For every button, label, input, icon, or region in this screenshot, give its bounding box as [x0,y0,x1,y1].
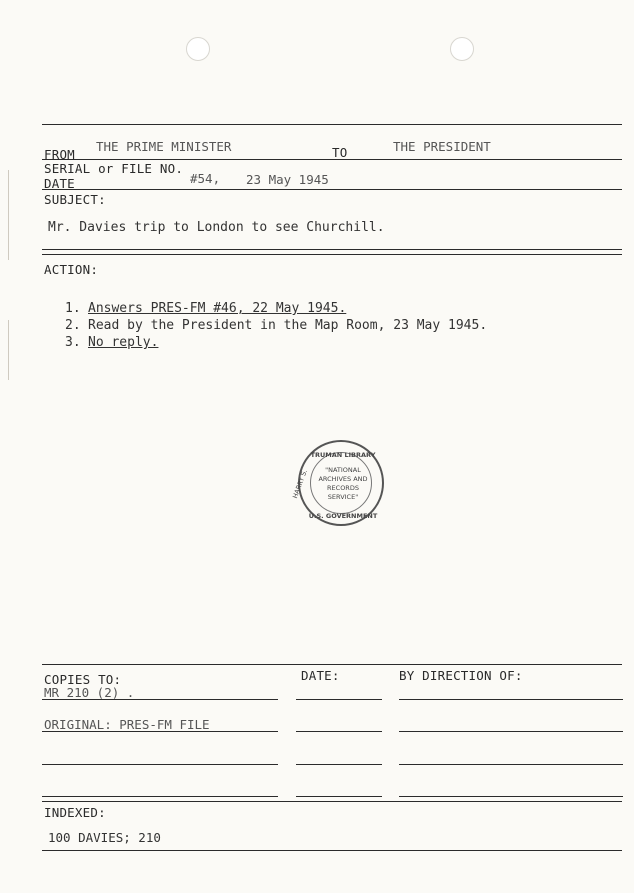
action-item-1-text: Answers PRES-FM #46, 22 May 1945. [88,301,347,316]
subject-rule-bottom [42,254,622,255]
copies-rule-4c [399,796,623,797]
copies-rule-3c [399,764,623,765]
copies-rule-2b [296,731,382,732]
original-value: ORIGINAL: PRES-FM FILE [44,717,210,732]
direction-label: BY DIRECTION OF: [399,668,523,683]
copies-rule-1a [42,699,278,700]
subject-label: SUBJECT: [44,192,106,207]
copies-rule-3a [42,764,278,765]
stamp-text-bottom: U.S. GOVERNMENT [308,512,378,520]
serial-value: #54, [190,171,221,186]
action-item-3-text: No reply. [88,335,159,350]
page-edge-mark [8,320,9,380]
from-value: THE PRIME MINISTER [96,139,232,154]
footer-top-rule [42,664,622,665]
copies-rule-4a [42,796,278,797]
copies-rule-2a [42,731,278,732]
stamp-text-side: HARRY S. [291,468,309,500]
stamp-text-top: TRUMAN LIBRARY [310,451,376,459]
copies-rule-3b [296,764,382,765]
punch-hole-right [450,37,474,61]
copies-label: COPIES TO: [44,672,122,687]
punch-hole-left [186,37,210,61]
indexed-label: INDEXED: [44,805,106,820]
copies-rule-1c [399,699,623,700]
action-item-2-num: 2. [65,318,81,333]
copies-rule-2c [399,731,623,732]
date-column-label: DATE: [301,668,340,683]
action-item-3-num: 3. [65,335,81,350]
stamp-inner-ring [310,452,372,514]
top-rule [42,124,622,125]
from-label: FROM [44,147,75,162]
indexed-value: 100 DAVIES; 210 [48,830,161,845]
to-value: THE PRESIDENT [393,139,491,154]
action-item-2-text: Read by the President in the Map Room, 23 May 1945. [88,318,488,333]
truman-library-stamp [291,440,384,526]
bottom-rule [42,850,622,851]
date-value: 23 May 1945 [246,172,329,187]
copies-value: MR 210 (2) . [44,685,135,700]
copies-rule-1b [296,699,382,700]
subject-text: Mr. Davies trip to London to see Churchill. [48,220,385,235]
copies-rule-4b [296,796,382,797]
date-rule [42,189,622,190]
stamp-text-3: ARCHIVES AND [318,475,368,483]
stamp-text-2: "NATIONAL [325,466,361,474]
stamp-text-5: SERVICE" [327,493,359,501]
to-label: TO [332,145,348,160]
serial-label: SERIAL or FILE NO. [44,161,184,176]
action-item-1-num: 1. [65,301,81,316]
page-edge-mark [8,170,9,260]
from-rule [42,159,622,160]
stamp-text-4: RECORDS [327,484,359,492]
indexed-top-rule [42,801,622,802]
date-label: DATE [44,176,75,191]
subject-rule-top [42,249,622,250]
action-label: ACTION: [44,262,99,277]
